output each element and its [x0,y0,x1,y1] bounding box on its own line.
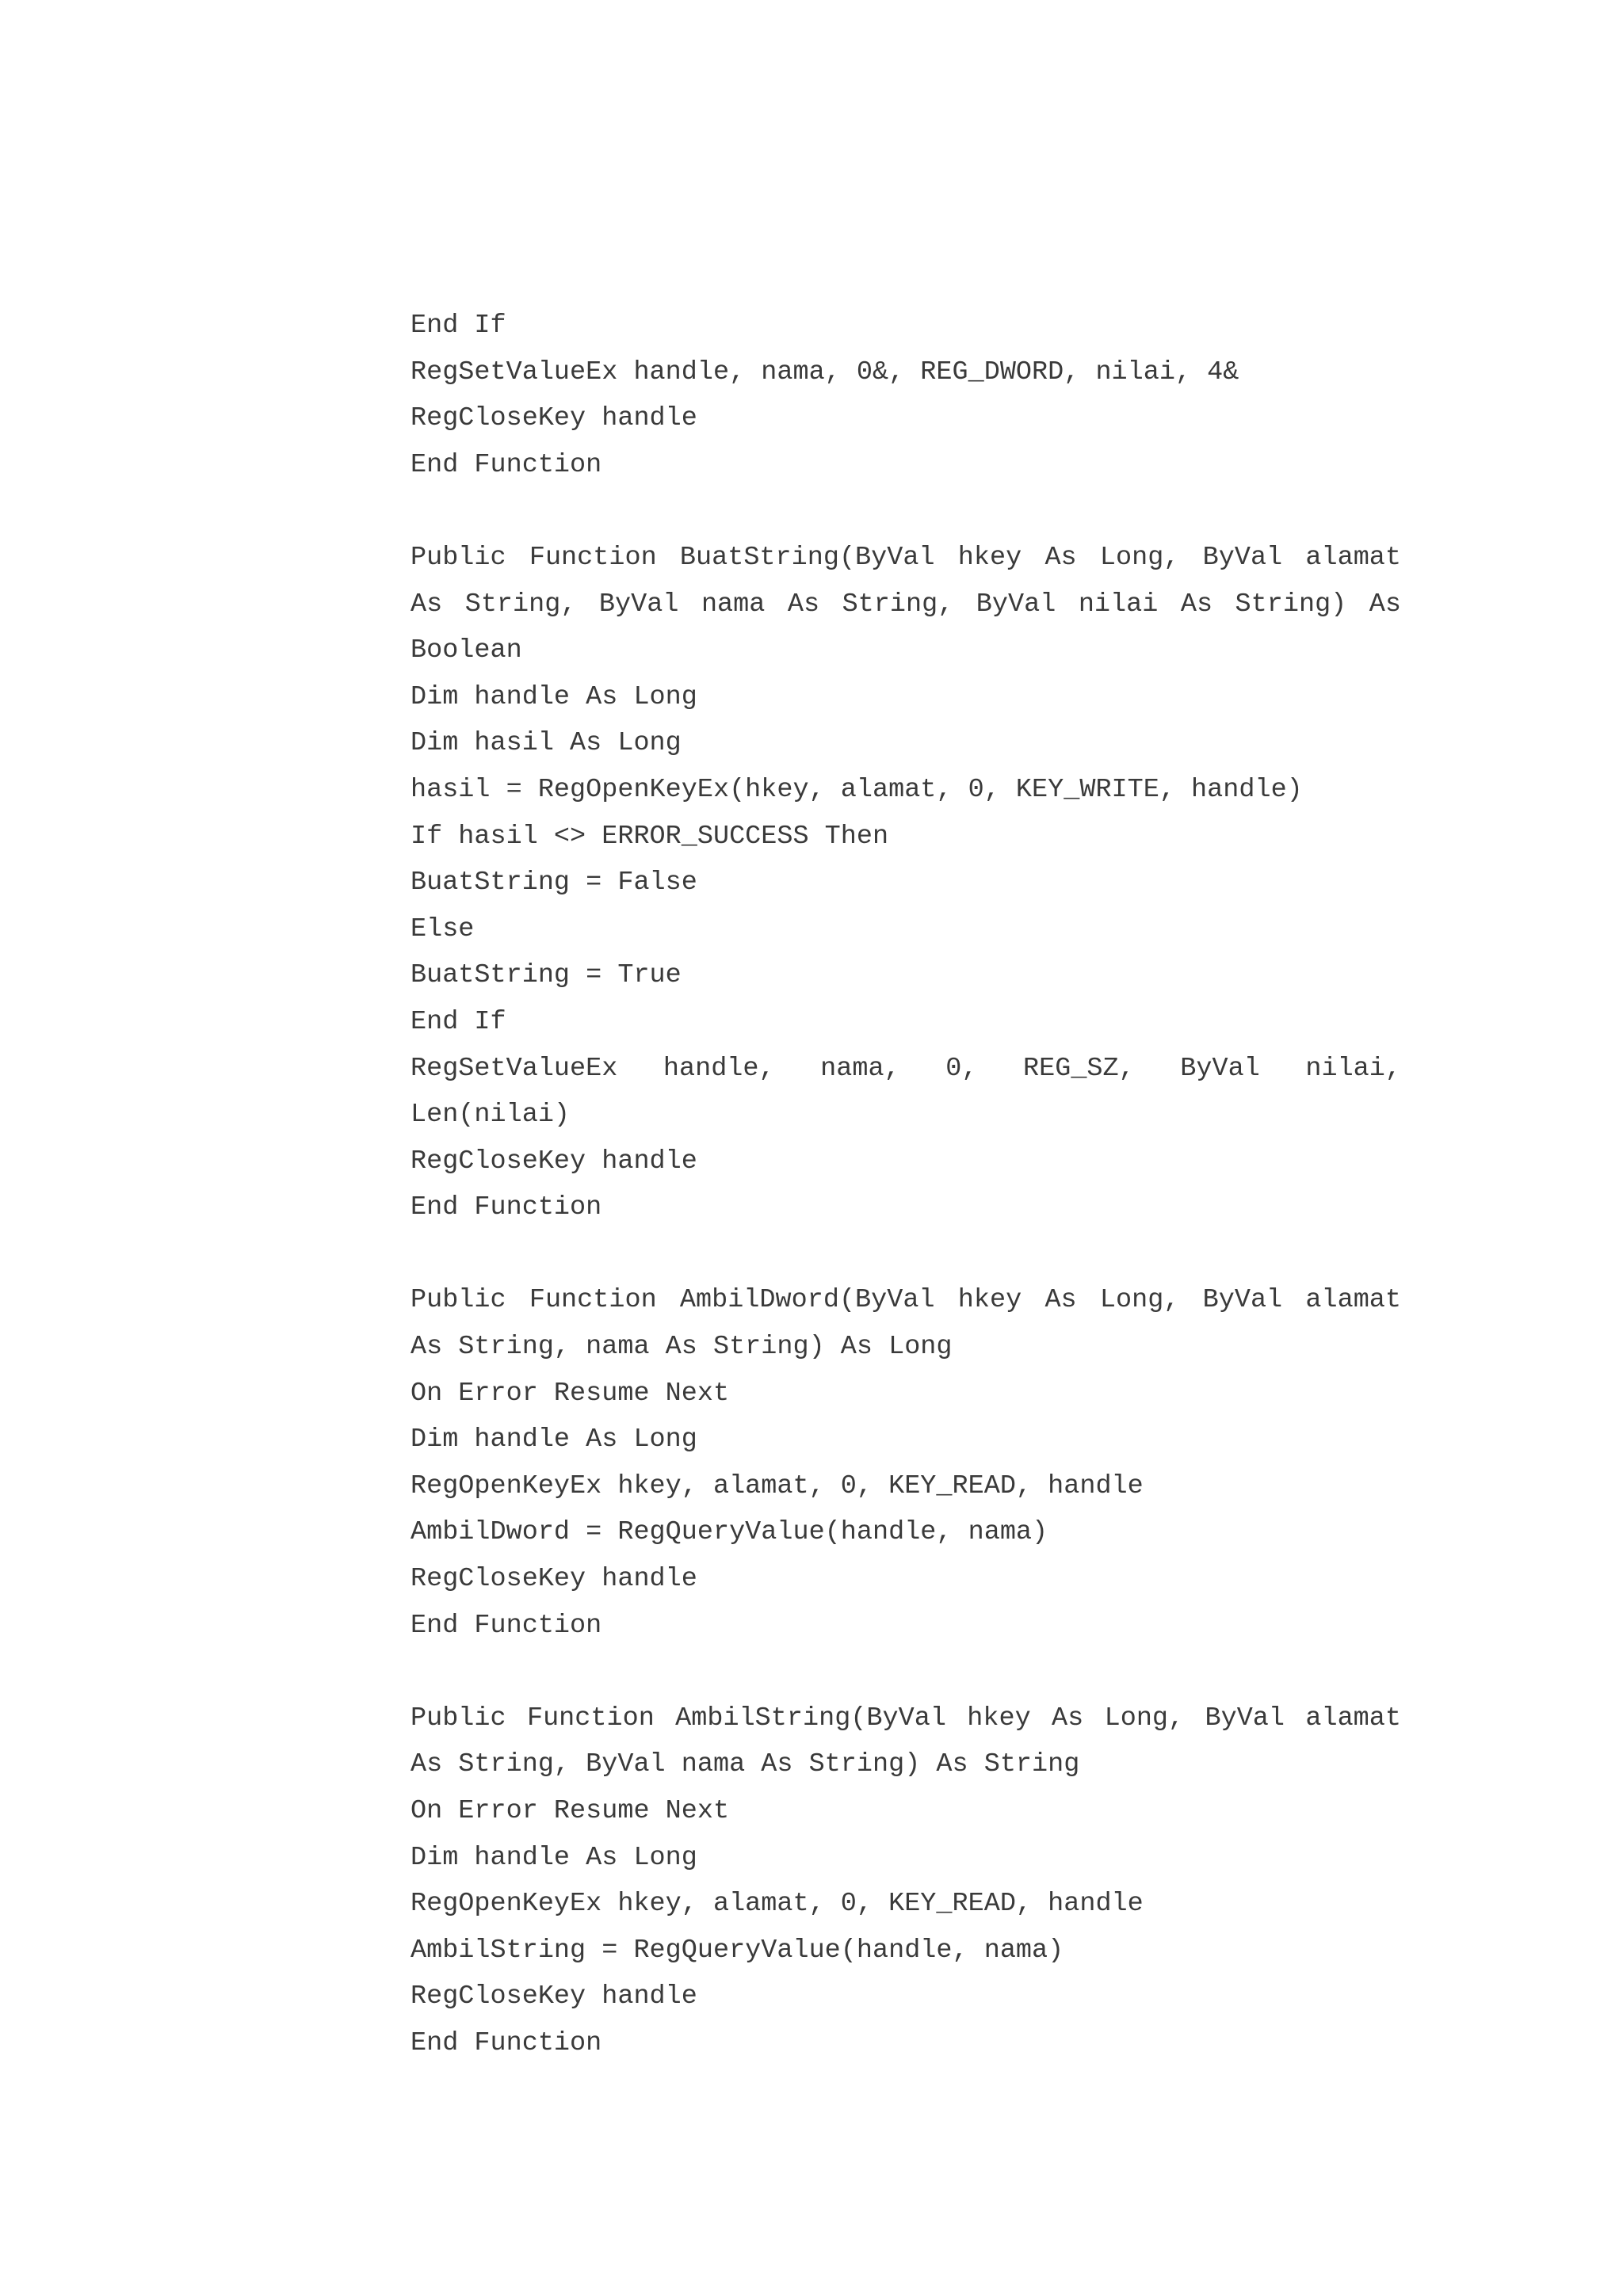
code-line: Len(nilai) [411,1100,571,1131]
code-line: End If [411,1006,506,1037]
code-line: Else [411,913,475,944]
code-line: Dim handle As Long [411,681,697,712]
code-line: End If [411,311,506,341]
code-line: As String, nama As String) As Long [411,1332,953,1363]
code-line: RegCloseKey handle [411,1981,697,2012]
code-line: Public Function AmbilString(ByVal hkey As Long, ByVal alamat [411,1703,1401,1733]
code-line: Public Function AmbilDword(ByVal hkey As Long, ByVal alamat [411,1285,1401,1316]
code-line: BuatString = True [411,960,682,991]
code-line: hasil = RegOpenKeyEx(hkey, alamat, 0, KEY_WRITE, handle) [411,774,1303,805]
code-line: RegCloseKey handle [411,1146,697,1177]
code-line: As String, ByVal nama As String) As String [411,1749,1080,1780]
code-line: RegSetValueEx handle, nama, 0, REG_SZ, ByVal nilai, [411,1053,1401,1084]
code-block [411,303,1401,2067]
code-line: End Function [411,2027,602,2058]
code-line: On Error Resume Next [411,1378,730,1409]
code-line: AmbilDword = RegQueryValue(handle, nama) [411,1517,1048,1548]
code-line: RegCloseKey handle [411,1564,697,1595]
code-line: If hasil <> ERROR_SUCCESS Then [411,821,889,852]
code-line: As String, ByVal nama As String, ByVal nilai As String) As [411,589,1401,620]
code-line: Public Function BuatString(ByVal hkey As Long, ByVal alamat [411,542,1401,573]
code-line: Boolean [411,635,522,666]
code-line: RegSetValueEx handle, nama, 0&, REG_DWORD, nilai, 4& [411,357,1239,387]
code-line: End Function [411,449,602,480]
code-line: AmbilString = RegQueryValue(handle, nama) [411,1935,1064,1966]
code-line: End Function [411,1610,602,1641]
code-line: Dim handle As Long [411,1425,697,1455]
code-line: Dim handle As Long [411,1842,697,1873]
blank-line [411,1231,1401,1278]
code-line: RegCloseKey handle [411,403,697,434]
code-line: BuatString = False [411,868,697,898]
code-line: RegOpenKeyEx hkey, alamat, 0, KEY_READ, handle [411,1889,1144,1920]
code-line: Dim hasil As Long [411,728,682,759]
blank-line [411,1649,1401,1695]
code-line: On Error Resume Next [411,1796,730,1826]
code-line: RegOpenKeyEx hkey, alamat, 0, KEY_READ, handle [411,1470,1144,1501]
code-line: End Function [411,1192,602,1223]
blank-line [411,488,1401,535]
